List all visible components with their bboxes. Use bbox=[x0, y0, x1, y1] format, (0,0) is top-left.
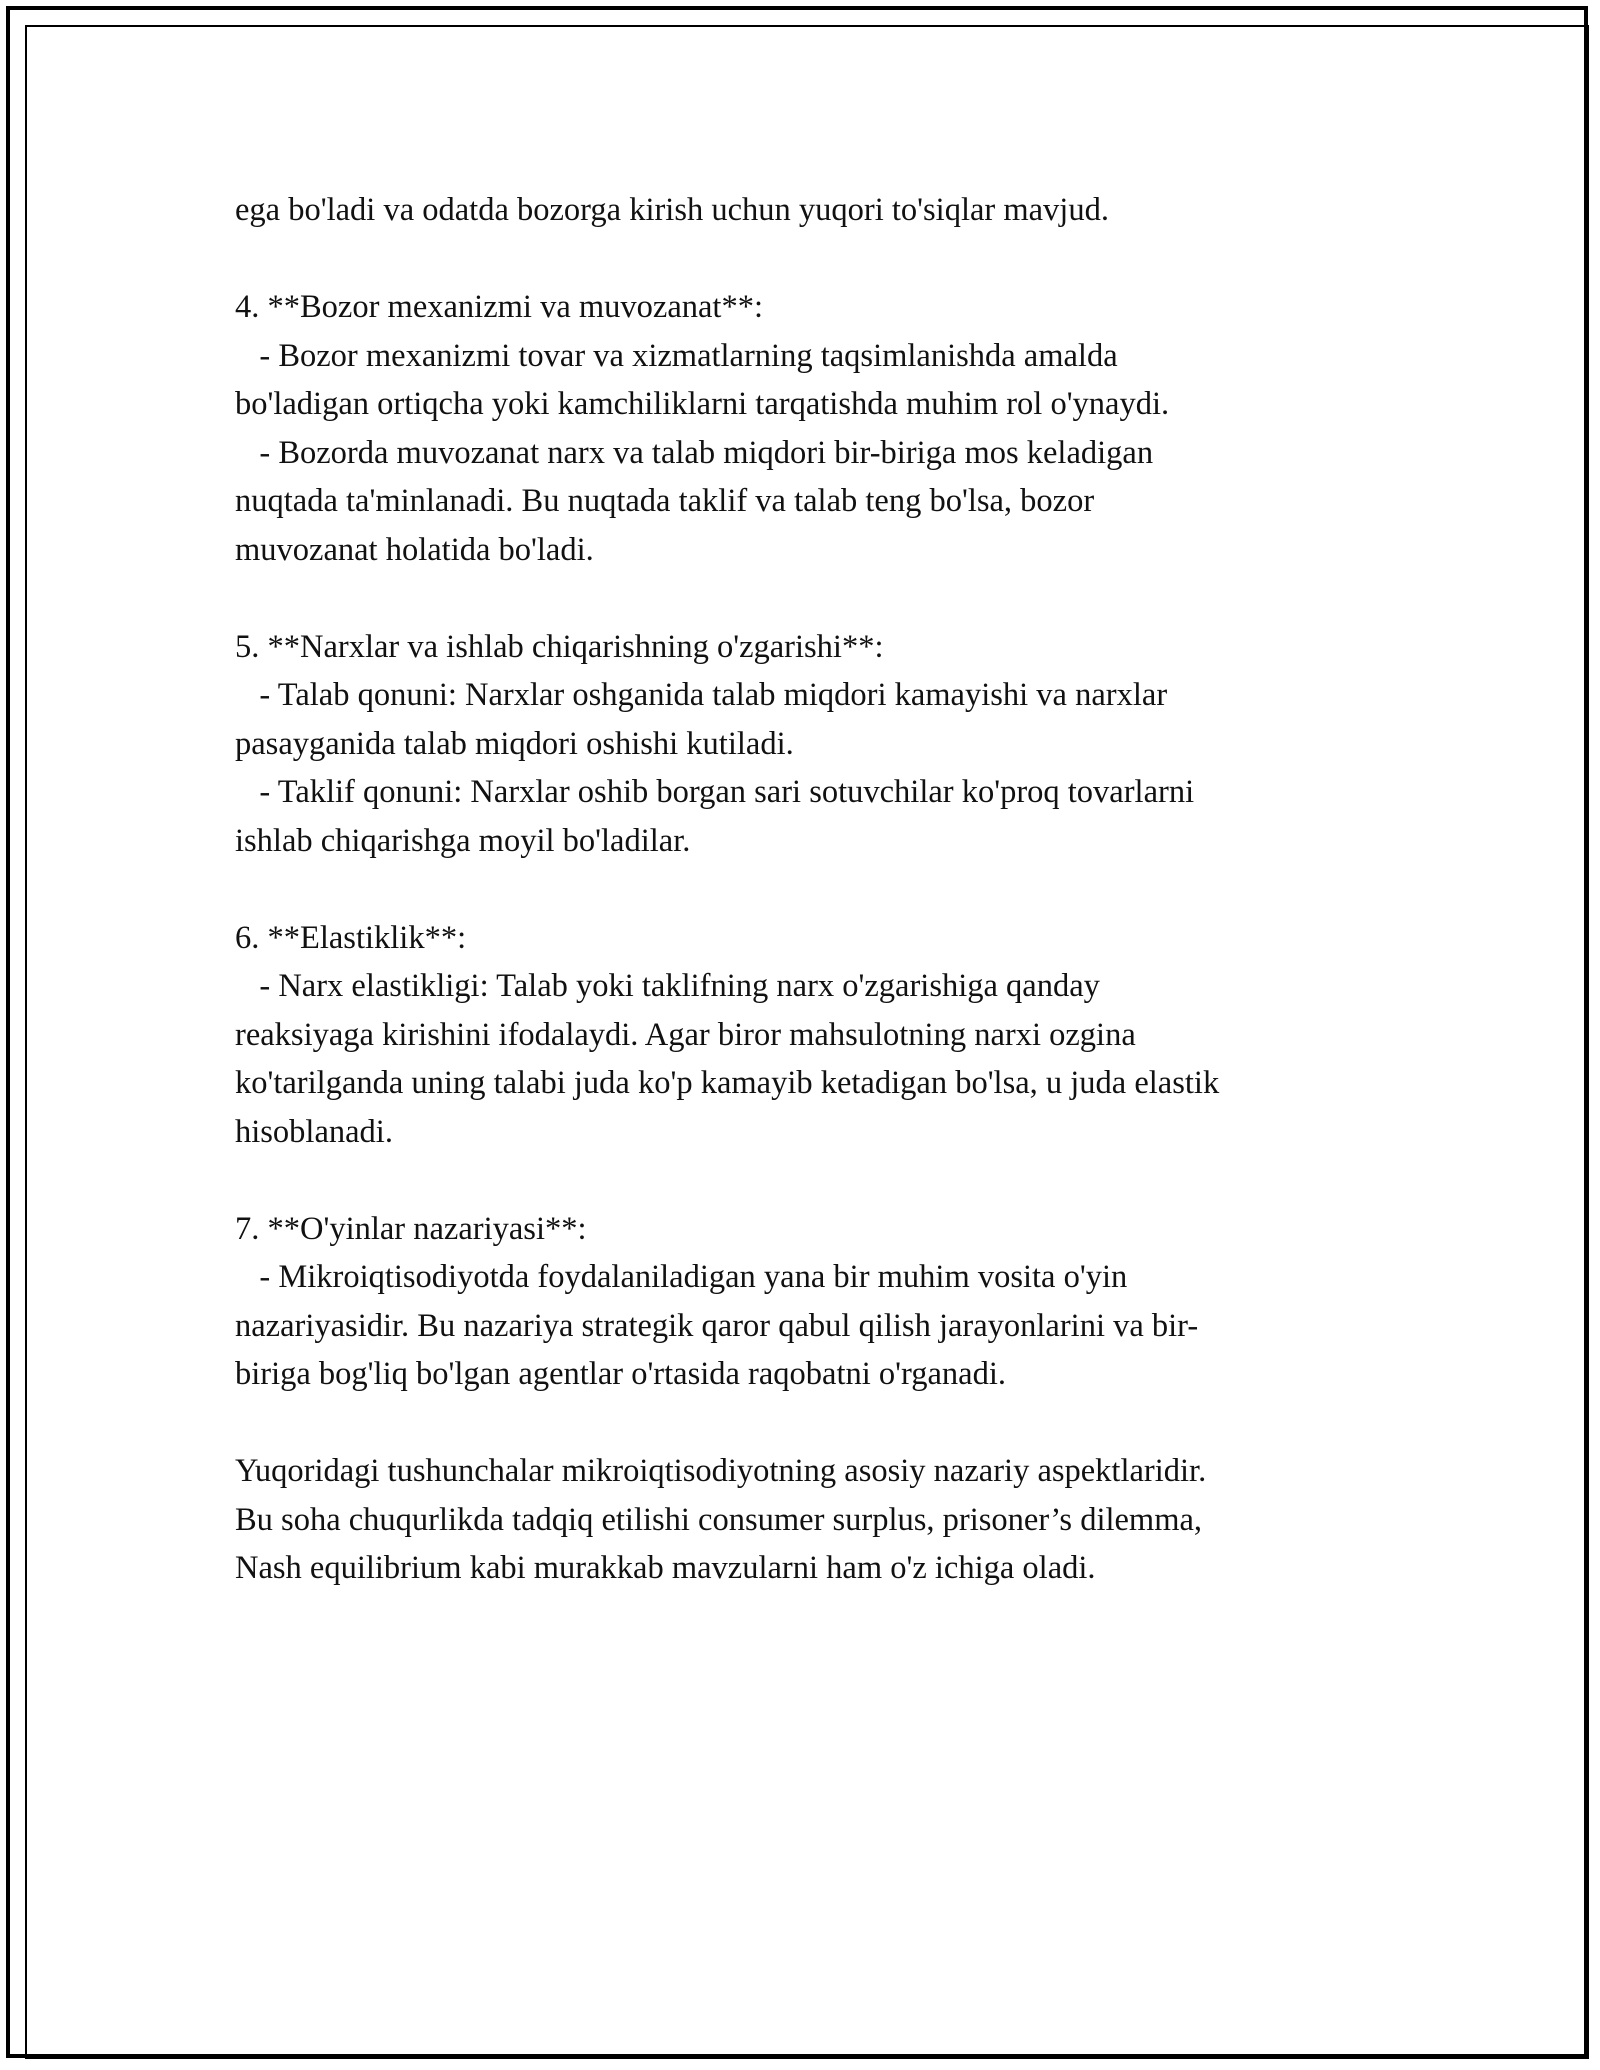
conclusion-line: Bu soha chuqurlikda tadqiq etilishi consumer surplus, prisoner’s dilemma, bbox=[235, 1501, 1203, 1538]
paragraph-gap bbox=[235, 1399, 1365, 1448]
paragraph-gap bbox=[235, 574, 1365, 623]
section-5-line: - Talab qonuni: Narxlar oshganida talab miqdori kamayishi va narxlar bbox=[235, 677, 1168, 713]
section-6-line: reaksiyaga kirishini ifodalaydi. Agar biror mahsulotning narxi ozgina bbox=[235, 1016, 1136, 1053]
paragraph-gap bbox=[235, 1156, 1365, 1205]
section-6-line: hisoblanadi. bbox=[235, 1113, 393, 1150]
section-4-line: - Bozorda muvozanat narx va talab miqdori bir-biriga mos keladigan bbox=[235, 434, 1154, 471]
document-body bbox=[235, 186, 1365, 1593]
paragraph-gap bbox=[235, 865, 1365, 914]
section-4-line: - Bozor mexanizmi tovar va xizmatlarning taqsimlanishda amalda bbox=[235, 337, 1118, 374]
section-4-line: nuqtada ta'minlanadi. Bu nuqtada taklif va talab teng bo'lsa, bozor bbox=[235, 483, 1095, 519]
section-heading-7: 7. **O'yinlar nazariyasi**: bbox=[235, 1210, 587, 1247]
section-heading-4: 4. **Bozor mexanizmi va muvozanat**: bbox=[235, 289, 763, 325]
section-6-line: ko'tarilganda uning talabi juda ko'p kamayib ketadigan bo'lsa, u juda elastik bbox=[235, 1065, 1220, 1101]
section-heading-5: 5. **Narxlar va ishlab chiqarishning o'zgarishi**: bbox=[235, 628, 884, 665]
section-7-line: biriga bog'liq bo'lgan agentlar o'rtasida raqobatni o'rganadi. bbox=[235, 1356, 1007, 1392]
section-4-line: muvozanat holatida bo'ladi. bbox=[235, 531, 594, 568]
section-heading-6: 6. **Elastiklik**: bbox=[235, 919, 467, 956]
section-6-line: - Narx elastikligi: Talab yoki taklifning narx o'zgarishiga qanday bbox=[235, 968, 1100, 1004]
continuation-line: ega bo'ladi va odatda bozorga kirish uchun yuqori to'siqlar mavjud. bbox=[235, 192, 1109, 228]
section-4-line: bo'ladigan ortiqcha yoki kamchiliklarni tarqatishda muhim rol o'ynaydi. bbox=[235, 386, 1170, 422]
section-5-line: ishlab chiqarishga moyil bo'ladilar. bbox=[235, 822, 691, 859]
section-7-line: nazariyasidir. Bu nazariya strategik qaror qabul qilish jarayonlarini va bir- bbox=[235, 1307, 1199, 1344]
section-5-line: - Taklif qonuni: Narxlar oshib borgan sari sotuvchilar ko'proq tovarlarni bbox=[235, 774, 1195, 810]
paragraph-gap bbox=[235, 235, 1365, 284]
section-5-line: pasayganida talab miqdori oshishi kutiladi. bbox=[235, 725, 794, 762]
section-7-line: - Mikroiqtisodiyotda foydalaniladigan yana bir muhim vosita o'yin bbox=[235, 1259, 1128, 1295]
conclusion-line: Nash equilibrium kabi murakkab mavzularni ham o'z ichiga oladi. bbox=[235, 1550, 1096, 1586]
conclusion-line: Yuqoridagi tushunchalar mikroiqtisodiyotning asosiy nazariy aspektlaridir. bbox=[235, 1453, 1207, 1489]
